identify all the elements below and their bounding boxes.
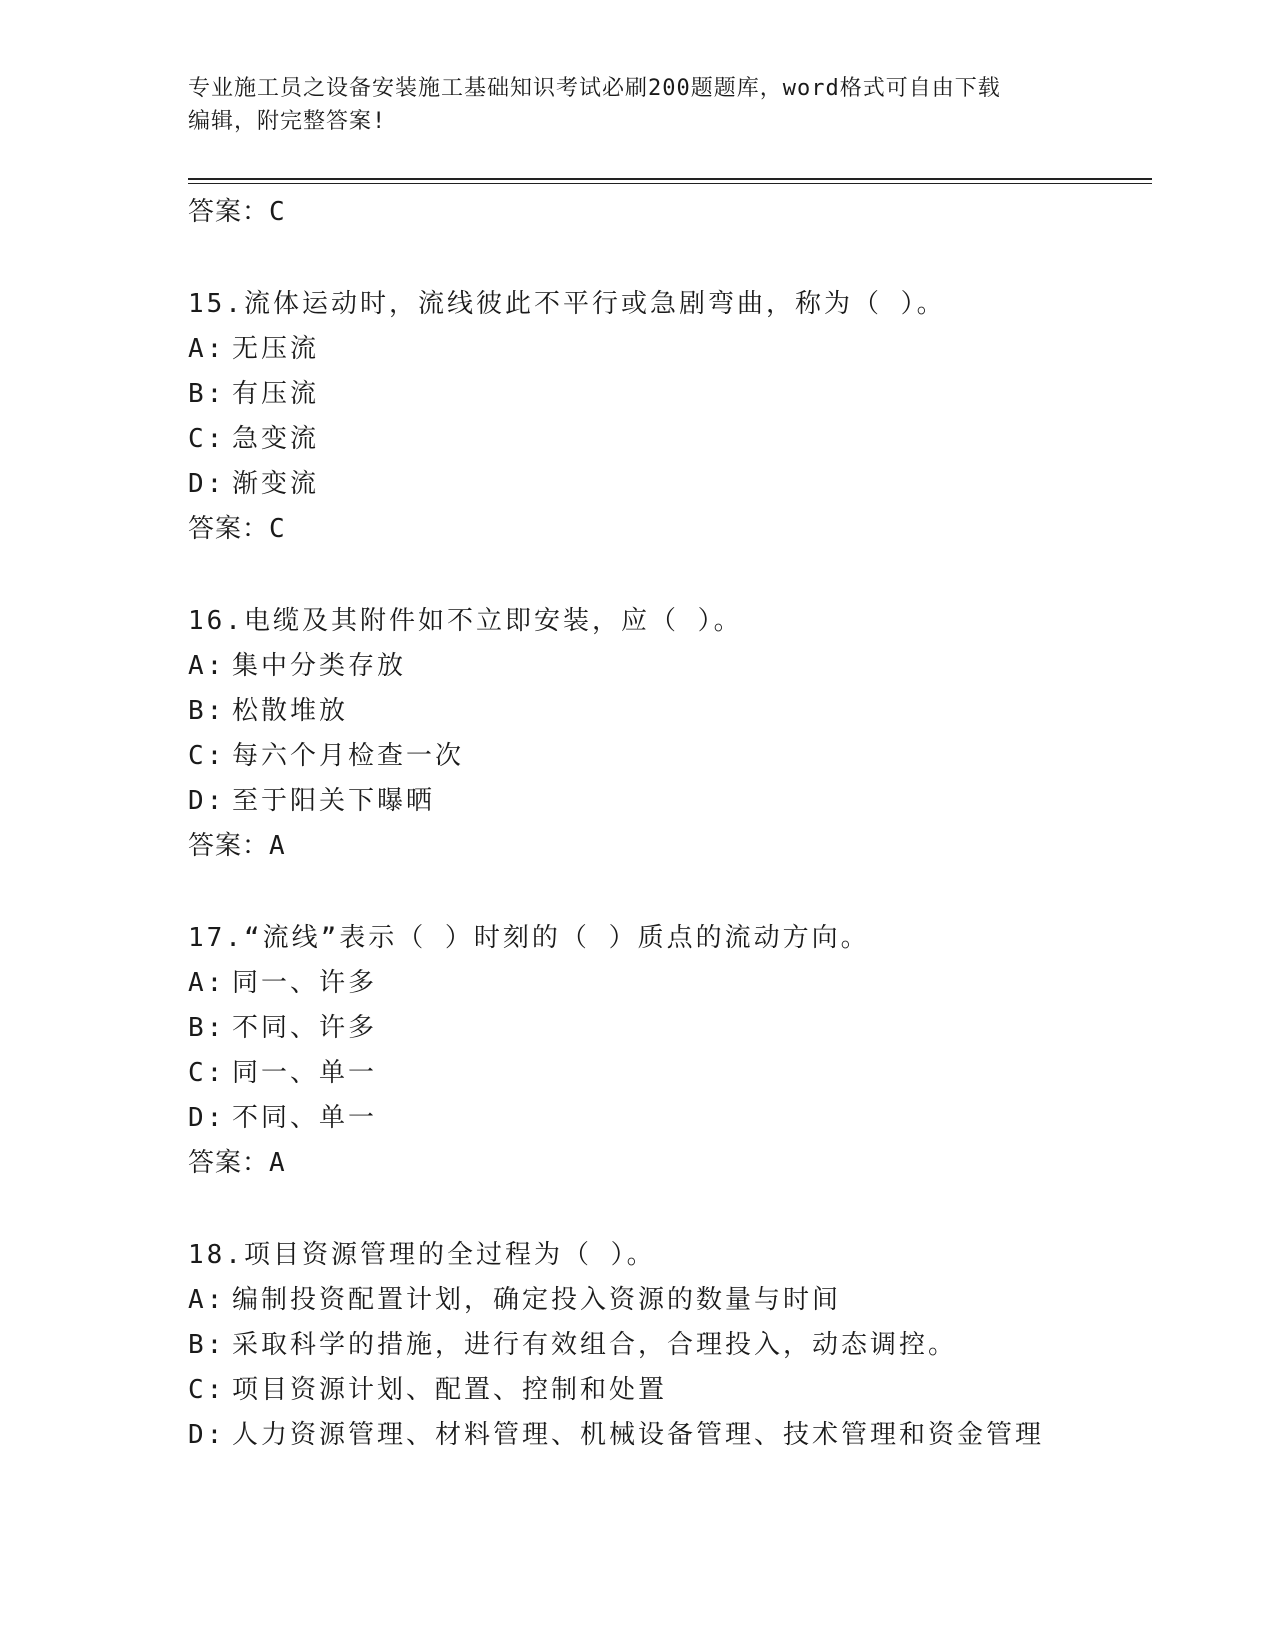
question-stem (188, 282, 1148, 327)
option-b (188, 689, 1148, 734)
option-letter: A: (188, 968, 226, 998)
question-number: 18. (188, 1240, 244, 1270)
option-b (188, 1323, 1148, 1368)
header-divider-thick (188, 178, 1152, 180)
option-a (188, 961, 1148, 1006)
answer-value: C (269, 197, 286, 227)
question-number: 16. (188, 606, 244, 636)
answer-value: A (269, 1148, 286, 1178)
option-text: 松散堆放 (232, 696, 349, 726)
option-a (188, 1278, 1148, 1323)
question-text: “流线”表示（ ）时刻的（ ）质点的流动方向。 (243, 923, 870, 953)
option-text: 不同、单一 (232, 1103, 378, 1133)
option-letter: D: (188, 1420, 226, 1450)
question-block-16 (188, 599, 1148, 869)
option-text: 不同、许多 (232, 1013, 378, 1043)
question-number: 17. (188, 923, 244, 953)
question-text: 电缆及其附件如不立即安装，应（ ）。 (243, 606, 743, 636)
option-text: 项目资源计划、配置、控制和处置 (232, 1375, 668, 1405)
previous-answer (188, 190, 1148, 235)
option-text: 同一、单一 (232, 1058, 378, 1088)
header-divider-thin (188, 183, 1152, 184)
option-a (188, 644, 1148, 689)
option-text: 有压流 (232, 379, 320, 409)
option-b (188, 372, 1148, 417)
option-text: 急变流 (232, 424, 320, 454)
option-d (188, 779, 1148, 824)
question-text: 流体运动时，流线彼此不平行或急剧弯曲，称为（ ）。 (243, 289, 946, 319)
question-text: 项目资源管理的全过程为（ ）。 (243, 1240, 656, 1270)
option-letter: B: (188, 379, 226, 409)
option-text: 渐变流 (232, 469, 320, 499)
option-letter: A: (188, 1285, 226, 1315)
option-letter: B: (188, 1330, 226, 1360)
spacer (188, 869, 1148, 916)
option-letter: A: (188, 334, 226, 364)
option-letter: C: (188, 1375, 226, 1405)
option-letter: C: (188, 741, 226, 771)
option-d (188, 1096, 1148, 1141)
option-text: 同一、许多 (232, 968, 378, 998)
option-c (188, 734, 1148, 779)
question-number: 15. (188, 289, 244, 319)
question-stem (188, 916, 1148, 961)
option-letter: D: (188, 786, 226, 816)
question-answer (188, 824, 1148, 869)
option-c (188, 1368, 1148, 1413)
question-answer (188, 1141, 1148, 1186)
option-d (188, 1413, 1148, 1458)
option-text: 集中分类存放 (232, 651, 407, 681)
option-text: 编制投资配置计划，确定投入资源的数量与时间 (232, 1285, 842, 1315)
answer-label: 答案： (188, 1148, 270, 1178)
question-block-17 (188, 916, 1148, 1186)
option-a (188, 327, 1148, 372)
option-d (188, 462, 1148, 507)
option-letter: C: (188, 424, 226, 454)
option-text: 人力资源管理、材料管理、机械设备管理、技术管理和资金管理 (232, 1420, 1045, 1450)
header-line-2: 编辑，附完整答案! (188, 109, 387, 134)
answer-label: 答案： (188, 197, 270, 227)
header-line-1: 专业施工员之设备安装施工基础知识考试必刷200题题库，word格式可自由下载 (188, 76, 1001, 101)
answer-value: A (269, 831, 286, 861)
spacer (188, 552, 1148, 599)
option-text: 采取科学的措施，进行有效组合，合理投入，动态调控。 (232, 1330, 958, 1360)
option-letter: C: (188, 1058, 226, 1088)
question-stem (188, 599, 1148, 644)
option-letter: A: (188, 651, 226, 681)
option-c (188, 417, 1148, 462)
question-list (188, 190, 1148, 1458)
option-c (188, 1051, 1148, 1096)
question-block-18 (188, 1233, 1148, 1458)
answer-label: 答案： (188, 831, 270, 861)
spacer (188, 1186, 1148, 1233)
option-letter: B: (188, 1013, 226, 1043)
option-letter: B: (188, 696, 226, 726)
spacer (188, 235, 1148, 282)
answer-value: C (269, 514, 286, 544)
option-text: 每六个月检查一次 (232, 741, 465, 771)
answer-label: 答案： (188, 514, 270, 544)
option-b (188, 1006, 1148, 1051)
question-answer (188, 507, 1148, 552)
question-block-15 (188, 282, 1148, 552)
question-stem (188, 1233, 1148, 1278)
option-text: 至于阳关下曝晒 (232, 786, 436, 816)
option-letter: D: (188, 1103, 226, 1133)
document-header (188, 72, 1088, 138)
option-text: 无压流 (232, 334, 320, 364)
option-letter: D: (188, 469, 226, 499)
